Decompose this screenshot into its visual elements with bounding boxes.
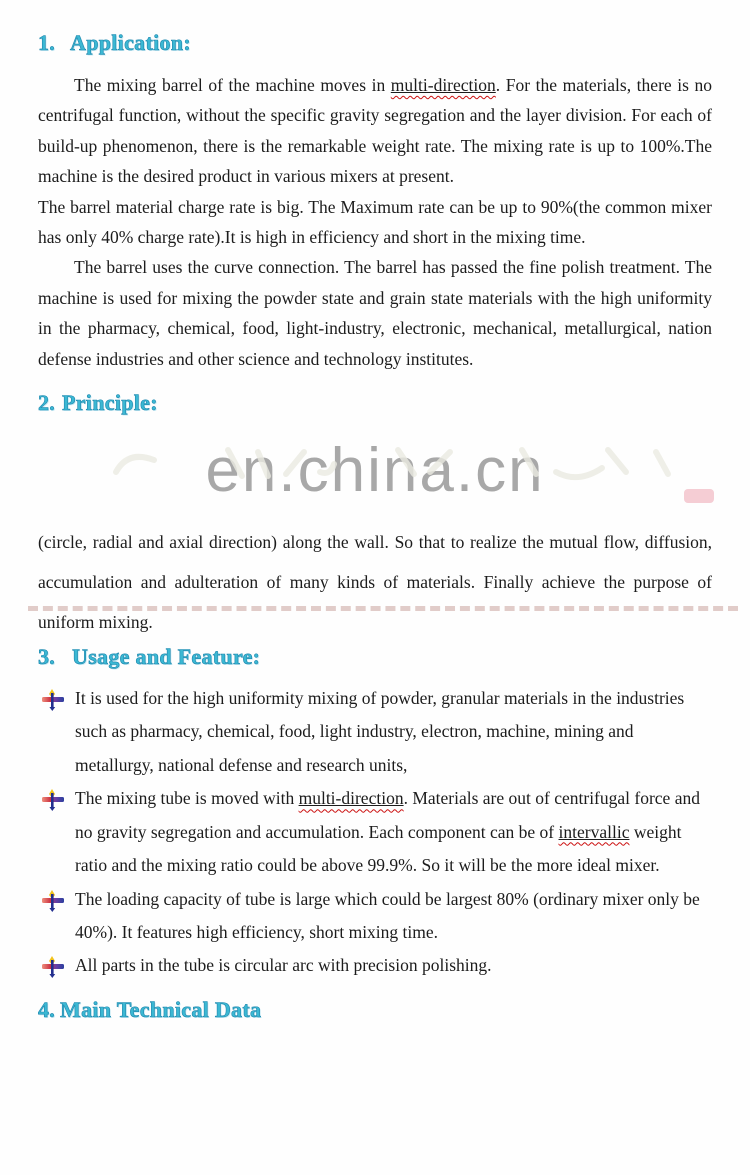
- heading-principle: [38, 390, 712, 416]
- paragraph-application-3: The barrel uses the curve connection. The barrel has passed the fine polish treatment. The machine is used for mixing the powder state and grain state materials with the high uniformity in the pharmacy, chemical, food, light-industry, electronic, mechanical, metallurgical, nation defense industries and other science and technology institutes.: [38, 257, 712, 369]
- underlined-word: [559, 822, 630, 842]
- heading-label: Main Technical Data: [60, 996, 262, 1022]
- list-item-text: . Materials are out of centrifugal force and no gravity segregation and accumulation. Each component can be of: [75, 788, 700, 842]
- list-item-text: The loading capacity of tube is large which could be largest 80% (ordinary mixer only be 40%). It features high efficiency, short mixing time.: [75, 888, 700, 942]
- spellcheck-word: multi-direction: [390, 75, 496, 95]
- heading-usage-and-feature: [38, 644, 712, 670]
- heading-number: 2.: [38, 390, 56, 416]
- heading-label: Principle:: [62, 390, 158, 416]
- paragraph-application-1: [38, 70, 712, 192]
- heading-label: Usage and Feature:: [72, 644, 261, 670]
- dart-arrow-bullet-icon: [40, 689, 66, 711]
- spellcheck-word: intervallic: [558, 821, 630, 842]
- heading-application: [38, 30, 712, 56]
- list-item-text: All parts in the tube is circular arc with precision polishing.: [75, 955, 492, 976]
- list-item: [38, 949, 712, 982]
- heading-main-technical-data: [38, 997, 712, 1023]
- heading-number: 3.: [38, 644, 56, 670]
- dart-arrow-bullet-icon: [40, 789, 66, 811]
- heading-number: 1.: [38, 30, 56, 55]
- paragraph-principle: (circle, radial and axial direction) along the wall. So that to realize the mutual flow, diffusion, accumulation and adulteration of many kinds of materials. Finally achieve the purpose of uniform mixing.: [38, 532, 712, 633]
- list-item-text: weight ratio and the mixing ratio could be above 99.9%. So it will be the more ideal mixer.: [75, 821, 682, 876]
- underlined-word: [391, 75, 496, 95]
- watermark: en.china.cn: [205, 435, 545, 505]
- underlined-word: [299, 788, 404, 808]
- heading-label: Application:: [70, 30, 191, 55]
- list-item-text: It is used for the high uniformity mixing of powder, granular materials in the industries such as pharmacy, chemical, food, light industry, electron, machine, mining and metallurgy, national defense and research units,: [75, 688, 685, 775]
- list-item: [38, 682, 712, 782]
- heading-number: 4.: [38, 996, 56, 1022]
- feature-list: [38, 682, 712, 983]
- list-item: [38, 782, 712, 882]
- list-item-text: The mixing tube is moved with: [75, 788, 299, 809]
- paragraph-text: The mixing barrel of the machine moves in: [74, 75, 391, 95]
- dart-arrow-bullet-icon: [40, 956, 66, 978]
- dart-arrow-bullet-icon: [40, 890, 66, 912]
- list-item: [38, 883, 712, 950]
- paragraph-application-2: The barrel material charge rate is big. The Maximum rate can be up to 90%(the common mixer has only 40% charge rate).It is high in efficiency and short in the mixing time.: [38, 196, 712, 248]
- spellcheck-word: multi-direction: [298, 788, 404, 809]
- paragraph-text: . For the materials, there is no centrifugal function, without the specific gravity segregation and the layer division. For each of build-up phenomenon, there is the remarkable weight rate. The mixing rate is up to 100%.The machine is the desired product in various mixers at present.: [38, 75, 712, 187]
